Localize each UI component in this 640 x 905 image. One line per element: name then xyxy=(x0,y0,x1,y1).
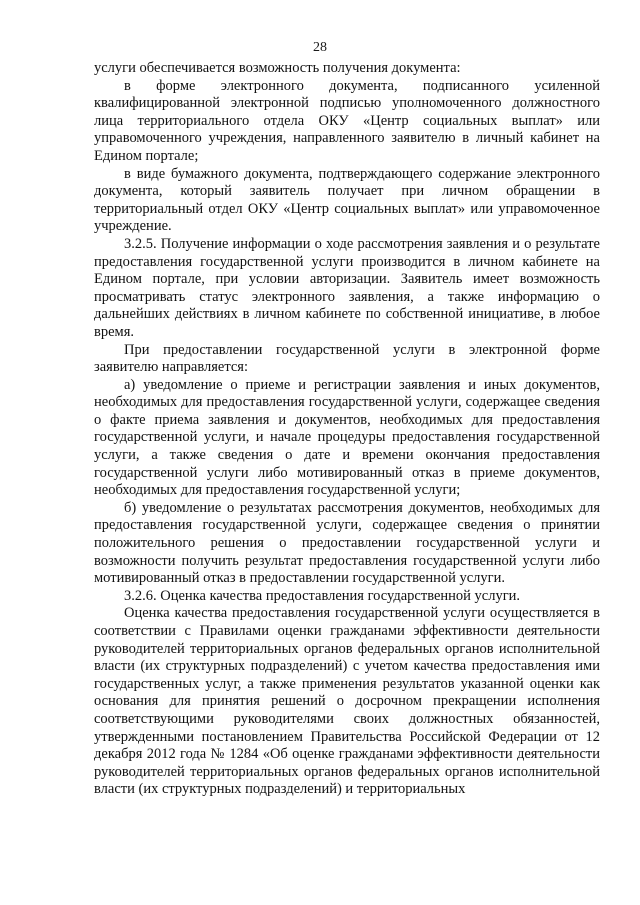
paragraph-3-2-6-heading: 3.2.6. Оценка качества предоставления государственной услуги. xyxy=(124,587,521,604)
page-number: 28 xyxy=(313,40,327,55)
paragraph-quality-assessment: Оценка качества предоставления государственной услуги осуществляется в соответствии с Правилами оценки гражданами эффективности деятельности руководителей территориальных органов федеральных органов исполнительной власти (их структурных подразделений) с учетом качества предоставления ими государственных услуг, а также применения результатов указанной оценки как основания для принятия решений о досрочном прекращении исполнения соответствующими руководителями своих должностных обязанностей, утвержденными постановлением Правительства Российской Федерации от 12 декабря 2012 года № 1284 «Об оценке гражданами эффективности деятельности руководителей территориальных органов федеральных органов исполнительной власти (их структурных подразделений) и территориальных xyxy=(94,605,600,798)
paragraph-electronic-form-intro: При предоставлении государственной услуги в электронной форме заявителю направляется: xyxy=(94,341,600,376)
paragraph-item-b: б) уведомление о результатах рассмотрения документов, необходимых для предоставления государственной услуги, содержащее сведения о принятии положительного решения о предоставлении государственной услуги и возможности получить результат предоставления государственной услуги либо мотивированный отказ в предоставлении государственной услуги. xyxy=(94,499,600,587)
paragraph-3-2-5: 3.2.5. Получение информации о ходе рассмотрения заявления и о результате предоставления государственной услуги производится в личном кабинете на Едином портале, при условии авторизации. Заявитель имеет возможность просматривать статус электронного заявления, а также информацию о дальнейших действиях в личном кабинете по собственной инициативе, в любое время. xyxy=(94,235,600,340)
paragraph-paper-document: в виде бумажного документа, подтверждающего содержание электронного документа, который заявитель получает при личном обращении в территориальный отдел ОКУ «Центр социальных выплат» или управомоченное учреждение. xyxy=(94,165,600,235)
paragraph-electronic-document: в форме электронного документа, подписанного усиленной квалифицированной электронной подписью уполномоченного должностного лица территориального отдела ОКУ «Центр социальных выплат» или управомоченного учреждения, направленного заявителю в личный кабинет на Едином портале; xyxy=(94,77,600,164)
paragraph-item-a: а) уведомление о приеме и регистрации заявления и иных документов, необходимых для предоставления государственной услуги, содержащее сведения о факте приема заявления и документов, необходимых для предоставления государственной услуги, и начале процедуры предоставления государственной услуги, а также сведения о дате и времени окончания предоставления государственной услуги либо мотивированный отказ в приеме документов, необходимых для предоставления государственной услуги; xyxy=(94,376,600,499)
document-body xyxy=(94,60,600,799)
paragraph-continuation: услуги обеспечивается возможность получения документа: xyxy=(94,60,461,76)
